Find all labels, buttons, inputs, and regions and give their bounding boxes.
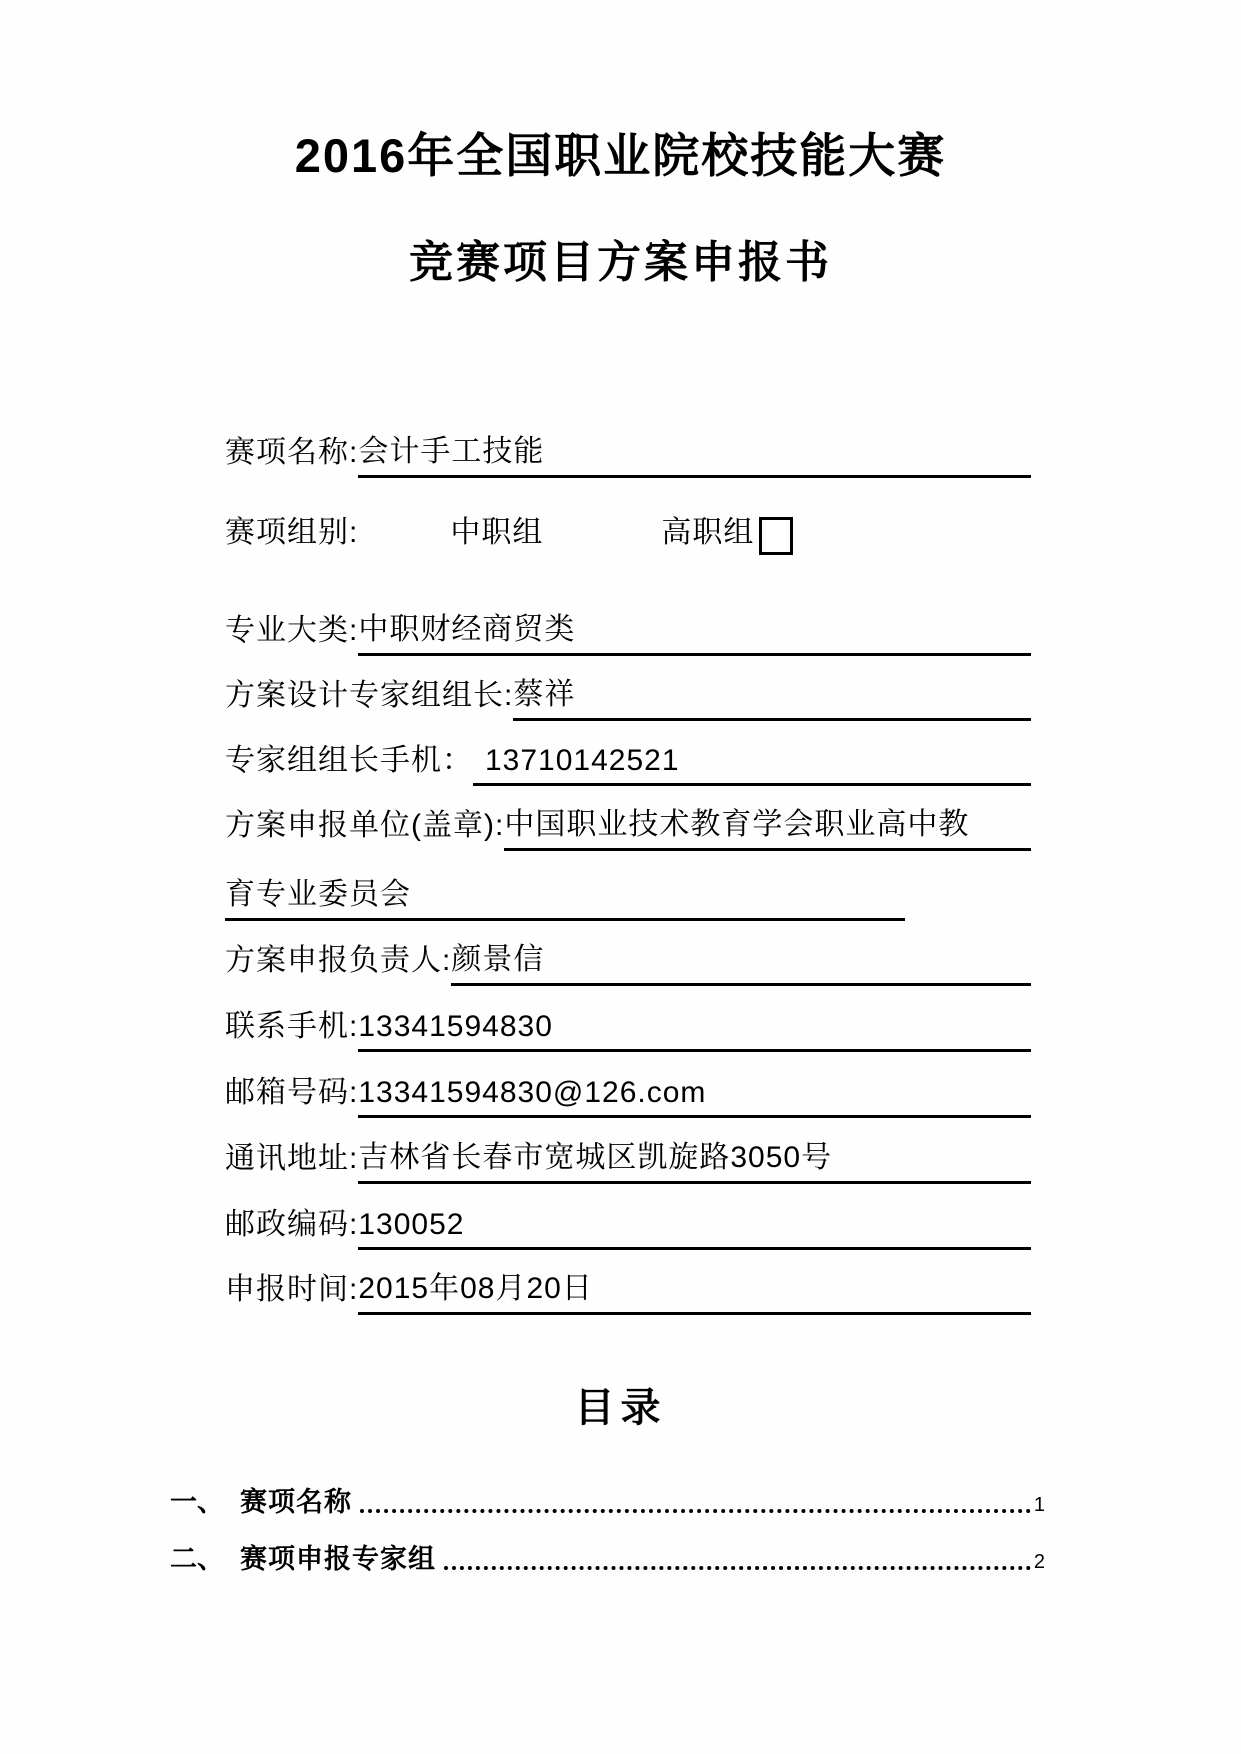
- field-leader-mobile: [225, 721, 1031, 786]
- field-value: 13341594830@126.com: [358, 1076, 707, 1109]
- field-underline: [225, 869, 905, 921]
- field-label: 专家组组长手机：: [225, 744, 473, 777]
- field-label: 联系手机:: [225, 1010, 359, 1043]
- field-value: 颜景信: [451, 943, 545, 976]
- title-block: [0, 0, 1241, 289]
- field-label: 赛项名称:: [225, 436, 359, 469]
- field-postal-code: [225, 1184, 1031, 1250]
- field-value: 13710142521: [485, 744, 680, 777]
- field-value: 中国职业技术教育学会职业高中教: [504, 808, 970, 841]
- field-value: 会计手工技能: [358, 435, 545, 468]
- field-underline: [473, 744, 1031, 786]
- field-major-category: [225, 558, 1031, 656]
- field-responsible-person: [225, 921, 1031, 986]
- higher-vocational-checkbox[interactable]: [759, 517, 793, 555]
- field-underline: [358, 1076, 1031, 1118]
- field-underline: [451, 934, 1031, 986]
- field-value: 13341594830: [358, 1010, 553, 1043]
- field-underline: [358, 1010, 1031, 1052]
- field-value: 中职财经商贸类: [358, 613, 576, 646]
- field-underline: [358, 1263, 1031, 1315]
- toc-entry-label: 赛项名称: [240, 1487, 352, 1517]
- option-secondary-vocational: 中职组: [450, 516, 544, 549]
- toc-page-number: 2: [1033, 1551, 1045, 1573]
- field-label: 邮箱号码:: [225, 1076, 359, 1109]
- toc-entry-number: 一、: [170, 1487, 224, 1517]
- toc-dot-leader: [444, 1566, 1031, 1570]
- field-label: 方案申报单位(盖章):: [225, 809, 505, 842]
- document-title-line1: 2016年全国职业院校技能大赛: [294, 129, 947, 182]
- field-label: 专业大类:: [225, 614, 359, 647]
- field-underline: [504, 799, 1031, 851]
- field-expert-group-leader: [225, 656, 1031, 721]
- field-label: 赛项组别:: [225, 516, 359, 549]
- document-title-line2: 竞赛项目方案申报书: [409, 238, 832, 287]
- field-underline: [358, 1208, 1031, 1250]
- field-label: 申报时间:: [225, 1273, 359, 1306]
- field-event-name: [225, 412, 1031, 478]
- toc-dot-leader: [360, 1509, 1031, 1513]
- field-applicant-unit-line2: [225, 851, 1031, 921]
- field-value: 蔡祥: [513, 678, 576, 711]
- field-underline: [358, 604, 1031, 656]
- toc-entry-expert-group: [170, 1524, 1045, 1581]
- field-label: 通讯地址:: [225, 1142, 359, 1175]
- field-value: 130052: [358, 1208, 465, 1241]
- field-event-group: [225, 478, 1031, 558]
- field-contact-mobile: [225, 986, 1031, 1052]
- field-underline: [513, 669, 1031, 721]
- toc-page-number: 1: [1033, 1494, 1045, 1516]
- application-form: [225, 412, 1031, 1315]
- field-application-date: [225, 1250, 1031, 1315]
- field-underline: [358, 1132, 1031, 1184]
- option-higher-vocational: 高职组: [661, 516, 755, 549]
- field-value: 吉林省长春市宽城区凯旋路3050号: [358, 1141, 833, 1174]
- field-underline: [358, 426, 1031, 478]
- toc-entry-event-name: [170, 1467, 1045, 1524]
- field-value: 育专业委员会: [225, 878, 411, 911]
- toc-entry-number: 二、: [170, 1544, 224, 1574]
- field-mailing-address: [225, 1118, 1031, 1184]
- field-label: 方案申报负责人:: [225, 944, 452, 977]
- field-applicant-unit-line1: [225, 786, 1031, 851]
- table-of-contents: [170, 1467, 1045, 1581]
- field-value: 2015年08月20日: [358, 1272, 593, 1305]
- field-label: 邮政编码:: [225, 1208, 359, 1241]
- toc-heading: 目录: [574, 1386, 667, 1430]
- toc-entry-label: 赛项申报专家组: [240, 1544, 436, 1574]
- field-email: [225, 1052, 1031, 1118]
- field-label: 方案设计专家组组长:: [225, 679, 514, 712]
